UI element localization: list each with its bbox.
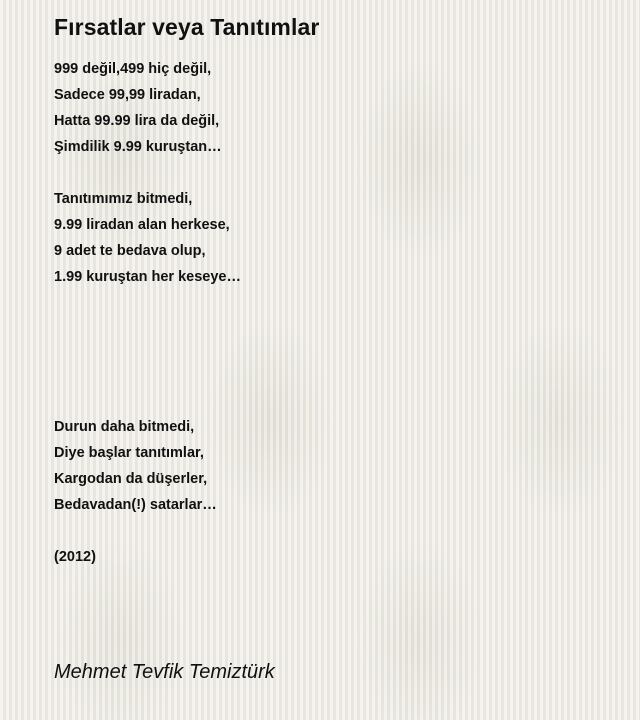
poem-line: Kargodan da düşerler, bbox=[54, 471, 208, 487]
stanza-1 bbox=[54, 56, 624, 160]
stanza-spacer bbox=[54, 518, 624, 544]
poem-line: Hatta 99.99 lira da değil, bbox=[54, 113, 220, 129]
stanza-spacer bbox=[54, 290, 624, 414]
poem-line: 1.99 kuruştan her keseye… bbox=[54, 269, 241, 285]
poem-title: Fırsatlar veya Tanıtımlar bbox=[54, 14, 320, 40]
poem-line: 9 adet te bedava olup, bbox=[54, 243, 206, 259]
poem-year: (2012) bbox=[54, 549, 96, 565]
stanza-2 bbox=[54, 186, 624, 290]
poem-line: Durun daha bitmedi, bbox=[54, 419, 195, 435]
poem-line: Bedavadan(!) satarlar… bbox=[54, 497, 217, 513]
poem-line: Şimdilik 9.99 kuruştan… bbox=[54, 139, 222, 155]
poem-author[interactable]: Mehmet Tevfik Temiztürk bbox=[54, 661, 275, 683]
poem-line: Tanıtımımız bitmedi, bbox=[54, 191, 193, 207]
poem-line: 999 değil,499 hiç değil, bbox=[54, 61, 212, 77]
stanza-spacer bbox=[54, 160, 624, 186]
poem-line: 9.99 liradan alan herkese, bbox=[54, 217, 230, 233]
poem-line: Diye başlar tanıtımlar, bbox=[54, 445, 204, 461]
stanza-3 bbox=[54, 414, 624, 518]
poem-container bbox=[54, 12, 624, 570]
poem-line: Sadece 99,99 liradan, bbox=[54, 87, 201, 103]
